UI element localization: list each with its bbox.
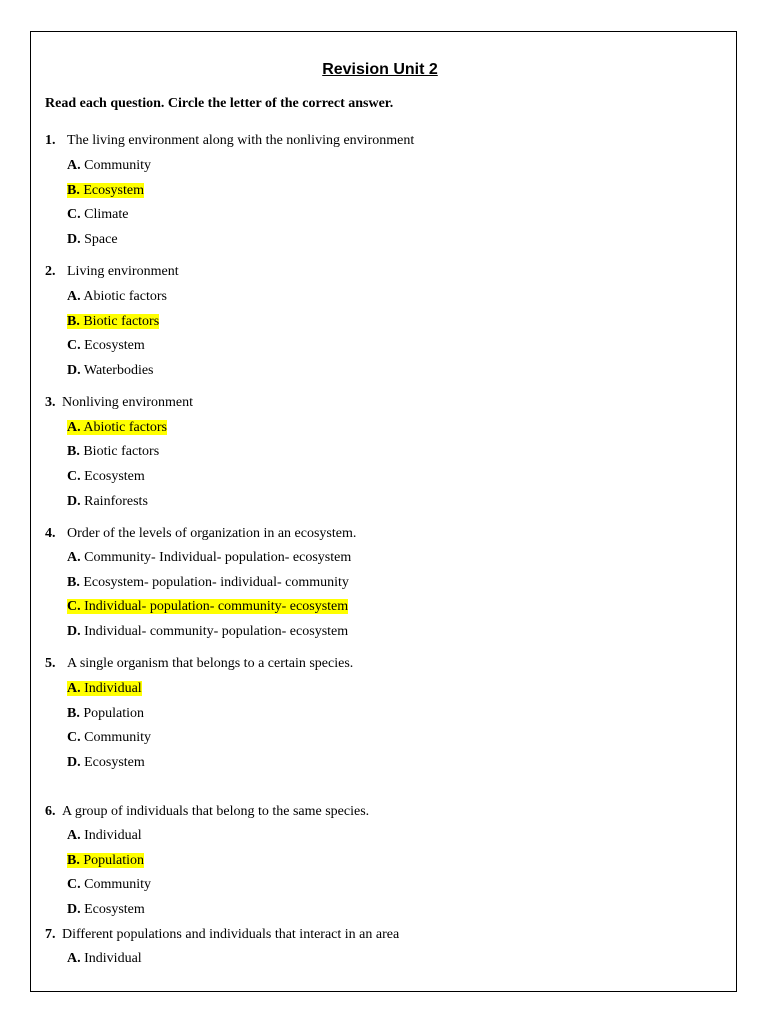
option-text: Ecosystem- population- individual- community [83,575,349,590]
answer-option[interactable] [67,419,167,436]
option-letter: A. [67,289,81,304]
option-letter: C. [67,599,81,614]
answer-option-content [67,706,144,721]
answer-option-content [67,363,154,378]
option-text: Community [84,158,152,173]
answer-option[interactable] [67,549,351,566]
page-title: Revision Unit 2 [322,61,438,78]
question-6 [45,803,369,820]
answer-option[interactable] [67,157,151,174]
answer-option-content [67,828,142,843]
answer-option[interactable] [67,288,167,305]
answer-option[interactable] [67,182,144,199]
answer-option[interactable] [67,598,348,615]
option-letter: A. [67,550,81,565]
question-text: A single organism that belongs to a certain species. [67,656,354,671]
option-letter: D. [67,494,81,509]
option-text: Community [84,877,152,892]
answer-option-content [67,469,145,484]
option-letter: D. [67,363,81,378]
answer-option-content [67,730,151,745]
highlighted-answer [67,681,142,696]
answer-option[interactable] [67,950,142,967]
question-2 [45,263,179,280]
question-text: Order of the levels of organization in an ecosystem. [67,526,357,541]
answer-option[interactable] [67,231,118,248]
option-letter: D. [67,624,81,639]
option-text: Rainforests [84,494,148,509]
option-text: Individual [84,951,142,966]
option-letter: A. [67,828,81,843]
answer-option[interactable] [67,729,151,746]
question-text: Nonliving environment [62,395,194,410]
question-number: 5. [45,656,56,671]
answer-option[interactable] [67,827,142,844]
option-text: Abiotic factors [83,289,167,304]
question-3 [45,394,193,411]
option-text: Community [84,730,152,745]
option-letter: A. [67,158,81,173]
question-5 [45,655,353,672]
option-letter: D. [67,902,81,917]
answer-option-content [67,951,142,966]
option-letter: B. [67,706,80,721]
option-letter: A. [67,420,81,435]
answer-option-content [67,444,159,459]
option-text: Climate [84,207,129,222]
option-text: Individual- community- population- ecosystem [84,624,349,639]
answer-option-content [67,289,167,304]
option-text: Ecosystem [84,902,145,917]
option-text: Biotic factors [83,314,160,329]
option-letter: C. [67,207,81,222]
option-text: Abiotic factors [83,420,167,435]
option-text: Waterbodies [83,363,154,378]
question-text: The living environment along with the nonliving environment [67,133,415,148]
answer-option[interactable] [67,705,144,722]
answer-option-content [67,877,151,892]
question-number: 6. [45,804,56,819]
answer-option[interactable] [67,313,159,330]
option-text: Ecosystem [84,755,145,770]
option-text: Biotic factors [83,444,160,459]
question-1 [45,132,414,149]
answer-option-content [67,338,145,353]
instructions: Read each question. Circle the letter of the correct answer. [45,96,394,111]
option-text: Population [83,853,145,868]
option-letter: B. [67,853,80,868]
highlighted-answer [67,420,167,435]
answer-option[interactable] [67,362,154,379]
answer-option[interactable] [67,493,148,510]
question-4 [45,525,356,542]
answer-option-content [67,624,348,639]
answer-option-content [67,494,148,509]
answer-option[interactable] [67,443,159,460]
option-text: Population [83,706,145,721]
option-text: Individual [84,681,142,696]
option-text: Community- Individual- population- ecosystem [84,550,352,565]
answer-option[interactable] [67,901,145,918]
answer-option-content [67,902,145,917]
highlighted-answer [67,599,348,614]
answer-option[interactable] [67,337,145,354]
option-letter: D. [67,232,81,247]
highlighted-answer [67,183,144,198]
answer-option[interactable] [67,852,144,869]
question-number: 7. [45,927,56,942]
option-text: Ecosystem [84,338,145,353]
option-text: Space [84,232,118,247]
option-text: Individual [84,828,142,843]
option-letter: B. [67,183,80,198]
answer-option[interactable] [67,574,349,591]
question-number: 3. [45,395,56,410]
answer-option[interactable] [67,468,145,485]
highlighted-answer [67,314,159,329]
answer-option-content [67,575,349,590]
option-letter: C. [67,877,81,892]
option-text: Ecosystem [84,469,145,484]
answer-option[interactable] [67,876,151,893]
answer-option-content [67,158,151,173]
answer-option[interactable] [67,754,145,771]
question-text: Living environment [67,264,179,279]
question-text: A group of individuals that belong to the same species. [62,804,370,819]
option-letter: C. [67,730,81,745]
option-letter: D. [67,755,81,770]
option-letter: C. [67,338,81,353]
option-text: Individual- population- community- ecosystem [84,599,349,614]
page-frame [30,31,737,992]
answer-option-content [67,207,128,222]
question-text: Different populations and individuals that interact in an area [62,927,400,942]
option-letter: A. [67,951,81,966]
option-text: Ecosystem [83,183,144,198]
answer-option[interactable] [67,206,128,223]
highlighted-answer [67,853,144,868]
answer-option[interactable] [67,623,348,640]
option-letter: C. [67,469,81,484]
question-number: 2. [45,264,56,279]
option-letter: A. [67,681,81,696]
answer-option-content [67,550,351,565]
question-number: 4. [45,526,56,541]
answer-option[interactable] [67,680,142,697]
question-number: 1. [45,133,56,148]
question-7 [45,926,399,943]
option-letter: B. [67,575,80,590]
answer-option-content [67,232,118,247]
answer-option-content [67,755,145,770]
option-letter: B. [67,314,80,329]
option-letter: B. [67,444,80,459]
